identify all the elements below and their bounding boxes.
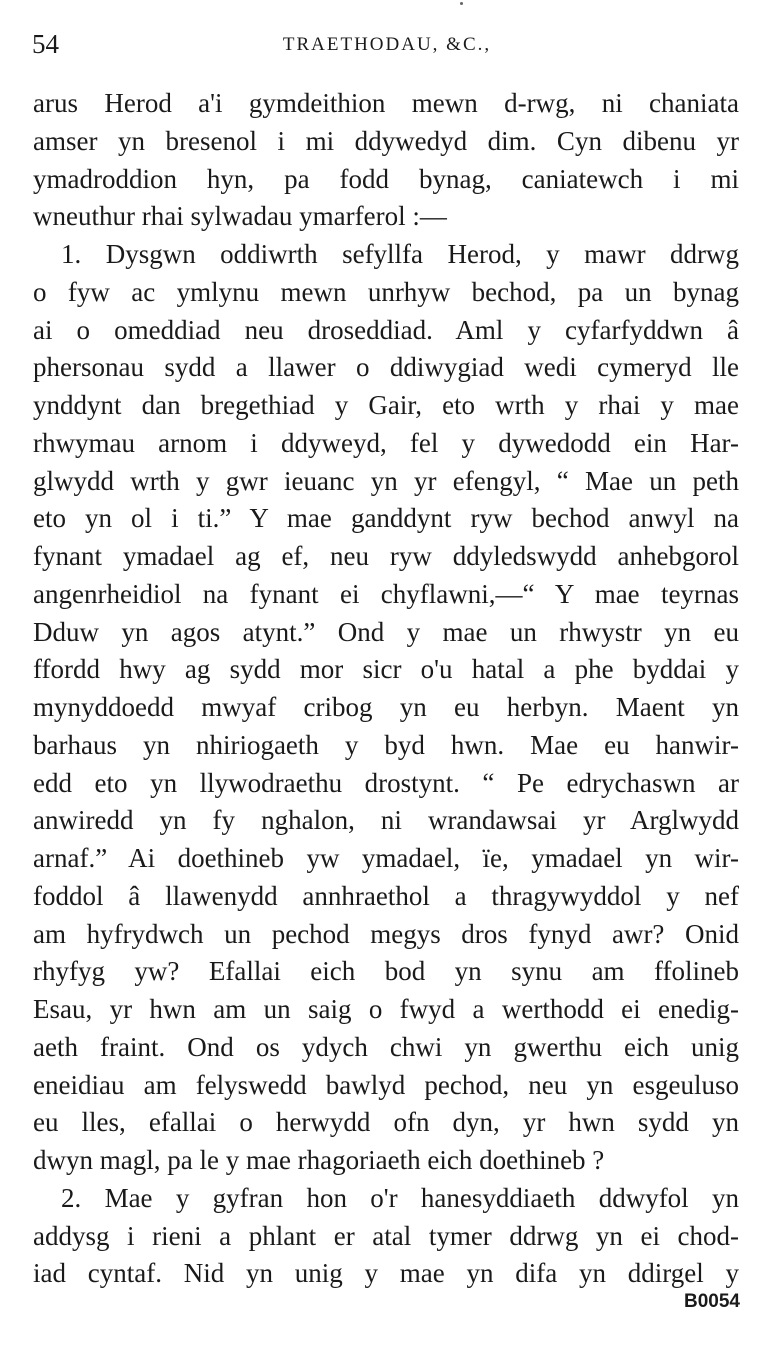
text-line: addysg i rieni a phlant er atal tymer ddrwg yn ei chod- bbox=[33, 1220, 739, 1251]
text-line: iad cyntaf. Nid yn unig y mae yn difa yn ddirgel y bbox=[33, 1258, 739, 1289]
text-line: am hyfrydwch un pechod megys dros fynyd awr? Onid bbox=[33, 918, 739, 949]
text-line: angenrheidiol na fynant ei chyflawni,—“ Y mae teyrnas bbox=[33, 578, 739, 609]
text-line: dwyn magl, pa le y mae rhagoriaeth eich doethineb ? bbox=[33, 1145, 605, 1175]
running-title: TRAETHODAU, &C., bbox=[282, 34, 492, 55]
text-line: ynddynt dan bregethiad y Gair, eto wrth y rhai y mae bbox=[33, 390, 739, 420]
text-line: ymadroddion hyn, pa fodd bynag, caniatewch i mi bbox=[33, 163, 739, 194]
text-line: aeth fraint. Ond os ydych chwi yn gwerthu eich unig bbox=[33, 1031, 739, 1062]
catalog-code: B0054 bbox=[684, 1291, 740, 1312]
page-header bbox=[32, 26, 742, 66]
text-line: amser yn bresenol i mi ddywedyd dim. Cyn dibenu yr bbox=[33, 125, 739, 156]
text-line: glwydd wrth y gwr ieuanc yn yr efengyl, “ Mae un peth bbox=[33, 465, 739, 496]
text-line: rhyfyg yw? Efallai eich bod yn synu am ffolineb bbox=[33, 956, 739, 987]
text-line: eto yn ol i ti.” Y mae ganddynt ryw bechod anwyl na bbox=[33, 503, 739, 534]
page-number: 54 bbox=[32, 29, 59, 59]
text-line: Esau, yr hwn am un saig o fwyd a werthodd ei enedig- bbox=[33, 994, 739, 1024]
text-line: barhaus yn nhiriogaeth y byd hwn. Mae eu hanwir- bbox=[33, 729, 739, 760]
print-speck bbox=[460, 2, 463, 5]
text-line: eu lles, efallai o herwydd ofn dyn, yr hwn sydd yn bbox=[33, 1107, 739, 1138]
text-line: phersonau sydd a llawer o ddiwygiad wedi cymeryd lle bbox=[33, 352, 739, 383]
text-line: o fyw ac ymlynu mewn unrhyw bechod, pa un bynag bbox=[33, 276, 739, 307]
text-line: ffordd hwy ag sydd mor sicr o'u hatal a phe byddai y bbox=[33, 654, 739, 685]
text-line: ai o omeddiad neu droseddiad. Aml y cyfarfyddwn â bbox=[33, 314, 739, 345]
text-line: wneuthur rhai sylwadau ymarferol :— bbox=[33, 201, 447, 232]
body-text bbox=[33, 85, 739, 1293]
text-line: fynant ymadael ag ef, neu ryw ddyledswydd anhebgorol bbox=[33, 541, 739, 571]
text-line: foddol â llawenydd annhraethol a thragywyddol y nef bbox=[33, 880, 739, 911]
text-line: arnaf.” Ai doethineb yw ymadael, ïe, ymadael yn wir- bbox=[33, 843, 739, 873]
paragraph-2-start: 2. Mae y gyfran hon o'r hanesyddiaeth ddwyfol yn bbox=[61, 1182, 739, 1213]
text-line: Dduw yn agos atynt.” Ond y mae un rhwystr yn eu bbox=[33, 616, 739, 647]
text-line: rhwymau arnom i ddyweyd, fel y dywedodd ein Har- bbox=[33, 427, 739, 458]
text-line: eneidiau am felyswedd bawlyd pechod, neu yn esgeuluso bbox=[33, 1069, 739, 1100]
text-line: arus Herod a'i gymdeithion mewn d-rwg, ni chaniata bbox=[33, 88, 739, 118]
text-line: anwiredd yn fy nghalon, ni wrandawsai yr Arglwydd bbox=[33, 805, 739, 836]
text-line: mynyddoedd mwyaf cribog yn eu herbyn. Maent yn bbox=[33, 692, 739, 722]
text-line: edd eto yn llywodraethu drostynt. “ Pe edrychaswn ar bbox=[33, 767, 739, 798]
paragraph-1-start: 1. Dysgwn oddiwrth sefyllfa Herod, y mawr ddrwg bbox=[61, 239, 739, 269]
